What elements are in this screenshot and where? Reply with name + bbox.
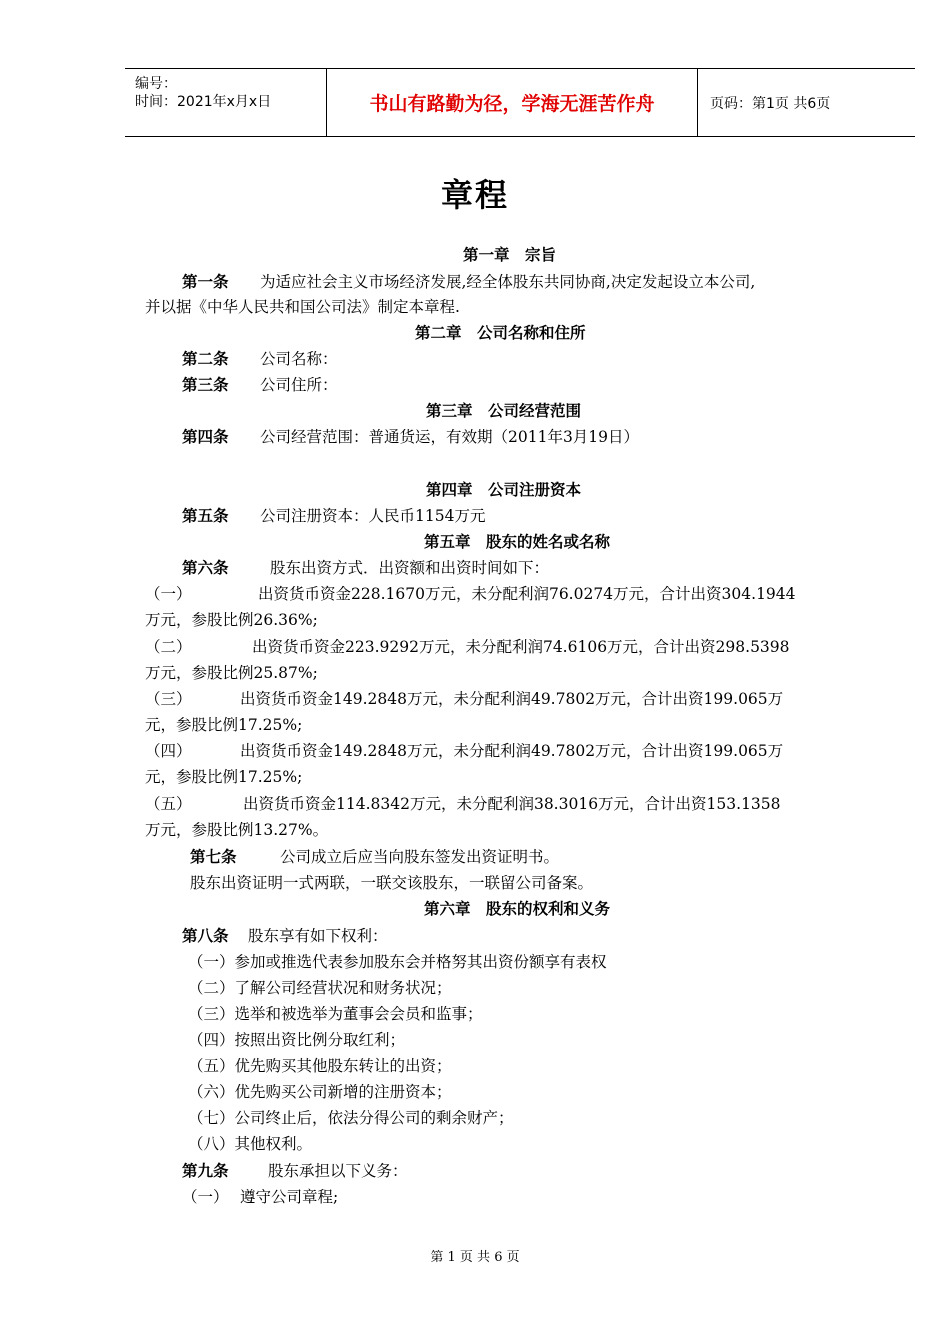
right-item: （四）按照出资比例分取红利； xyxy=(188,1031,406,1049)
document-title: 章程 xyxy=(440,176,509,214)
duty-no: （一） xyxy=(182,1188,229,1206)
header-meta xyxy=(125,69,327,136)
article-1-text-cont: 并以据《中华人民共和国公司法》制定本章程. xyxy=(145,298,460,316)
contribution-text-cont: 万元，参股比例13.27%。 xyxy=(145,821,329,839)
article-6-text: 股东出资方式．出资额和出资时间如下： xyxy=(270,559,550,577)
contribution-text-cont: 万元，参股比例25.87%; xyxy=(145,664,318,682)
chapter-1-heading: 第一章 宗旨 xyxy=(463,246,557,264)
article-4-text: 公司经营范围：普通货运，有效期（2011年3月19日） xyxy=(260,428,640,446)
contribution-text-cont: 元，参股比例17.25%; xyxy=(145,768,303,786)
article-8-text: 股东享有如下权利： xyxy=(248,927,388,945)
article-4-label: 第四条 xyxy=(182,428,229,446)
right-item: （五）优先购买其他股东转让的出资； xyxy=(188,1057,452,1075)
contribution-text: 出资货币资金149.2848万元，未分配利润49.7802万元，合计出资199.065万 xyxy=(240,742,784,760)
chapter-3-heading: 第三章 公司经营范围 xyxy=(426,402,582,420)
article-8-label: 第八条 xyxy=(182,927,229,945)
contribution-text: 出资货币资金114.8342万元，未分配利润38.3016万元，合计出资153.1358 xyxy=(243,795,781,813)
chapter-4-heading: 第四章 公司注册资本 xyxy=(426,481,582,499)
article-9-label: 第九条 xyxy=(182,1162,229,1180)
article-3-text: 公司住所： xyxy=(260,376,338,394)
article-1-text: 为适应社会主义市场经济发展,经全体股东共同协商,决定发起设立本公司, xyxy=(260,273,756,291)
contribution-no: （五） xyxy=(145,795,192,813)
article-6-label: 第六条 xyxy=(182,559,229,577)
article-3-label: 第三条 xyxy=(182,376,229,394)
article-5-label: 第五条 xyxy=(182,507,229,525)
number-label: 编号： xyxy=(135,76,177,92)
chapter-2-heading: 第二章 公司名称和住所 xyxy=(415,324,586,342)
contribution-text: 出资货币资金223.9292万元，未分配利润74.6106万元，合计出资298.5398 xyxy=(252,638,790,656)
time-label: 时间：2021年x月x日 xyxy=(135,94,272,110)
article-9-text: 股东承担以下义务： xyxy=(268,1162,408,1180)
right-item: （八）其他权利。 xyxy=(188,1135,313,1153)
page-footer: 第 1 页 共 6 页 xyxy=(430,1250,520,1265)
contribution-no: （三） xyxy=(145,690,192,708)
article-7-text-cont: 股东出资证明一式两联，一联交该股东，一联留公司备案。 xyxy=(190,874,594,892)
article-2-text: 公司名称： xyxy=(260,350,338,368)
contribution-text-cont: 万元，参股比例26.36%; xyxy=(145,611,318,629)
chapter-5-heading: 第五章 股东的姓名或名称 xyxy=(424,533,611,551)
header-page-info: 页码：第1页 共6页 xyxy=(710,95,831,112)
article-5-text: 公司注册资本：人民币1154万元 xyxy=(260,507,486,525)
contribution-text: 出资货币资金228.1670万元，未分配利润76.0274万元，合计出资304.1944 xyxy=(258,585,796,603)
right-item: （一）参加或推选代表参加股东会并格努其出资份额享有表权 xyxy=(188,953,607,971)
article-7-label: 第七条 xyxy=(190,848,237,866)
contribution-no: （四） xyxy=(145,742,192,760)
header-slogan: 书山有路勤为径，学海无涯苦作舟 xyxy=(327,69,698,136)
article-2-label: 第二条 xyxy=(182,350,229,368)
right-item: （三）选举和被选举为董事会会员和监事； xyxy=(188,1005,483,1023)
contribution-no: （二） xyxy=(145,638,192,656)
right-item: （二）了解公司经营状况和财务状况； xyxy=(188,979,452,997)
article-7-text: 公司成立后应当向股东签发出资证明书。 xyxy=(280,848,560,866)
article-1-label: 第一条 xyxy=(182,273,229,291)
contribution-no: （一） xyxy=(145,585,192,603)
contribution-text: 出资货币资金149.2848万元，未分配利润49.7802万元，合计出资199.065万 xyxy=(240,690,784,708)
chapter-6-heading: 第六章 股东的权利和义务 xyxy=(424,900,611,918)
right-item: （六）优先购买公司新增的注册资本； xyxy=(188,1083,452,1101)
page-header xyxy=(125,68,915,137)
right-item: （七）公司终止后，依法分得公司的剩余财产； xyxy=(188,1109,514,1127)
contribution-text-cont: 元，参股比例17.25%; xyxy=(145,716,303,734)
duty-text: 遵守公司章程; xyxy=(240,1188,339,1206)
